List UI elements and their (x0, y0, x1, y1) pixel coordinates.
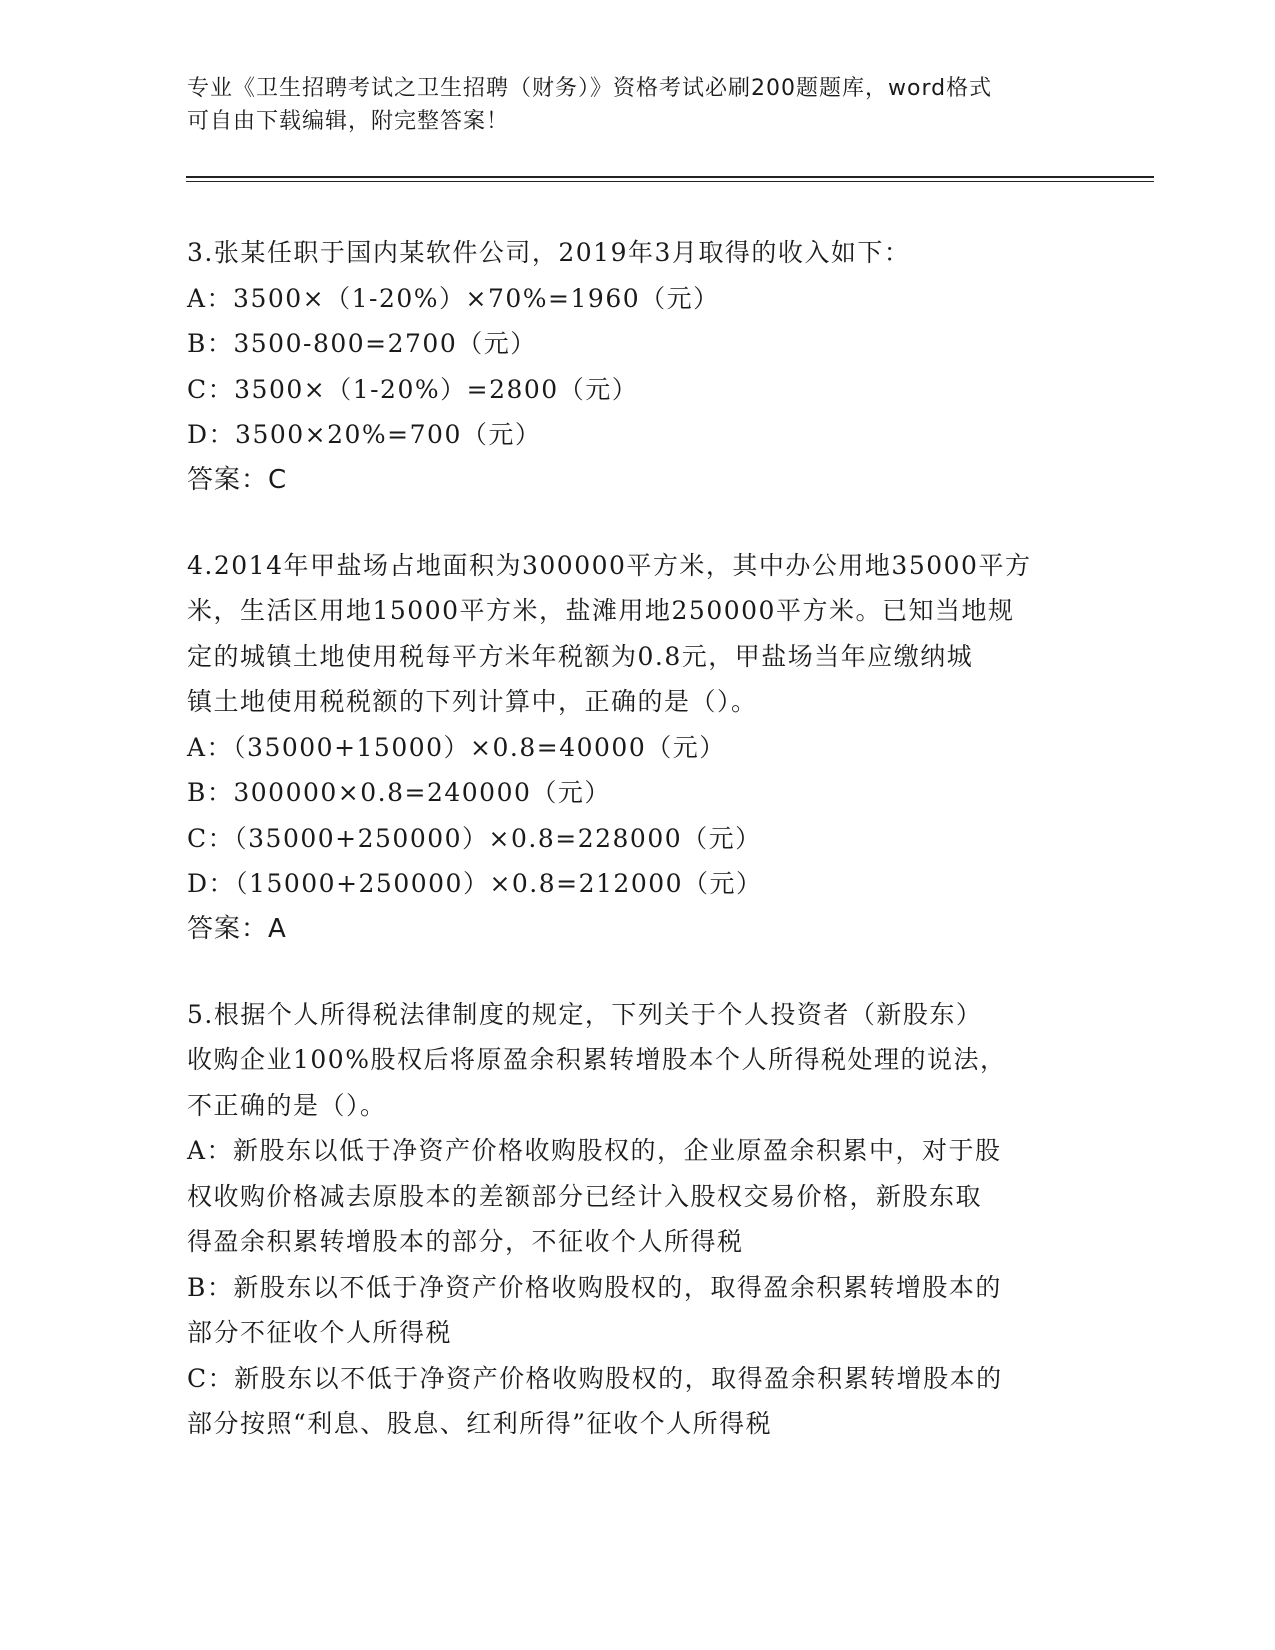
question-list (187, 230, 1087, 1487)
answer-label: 答案：C (187, 464, 288, 495)
document-header (187, 72, 1067, 138)
answer-label: 答案：A (187, 913, 287, 944)
header-divider-thin (186, 181, 1154, 182)
header-line-2: 可自由下载编辑，附完整答案！ (187, 109, 510, 134)
question-3 (187, 230, 1087, 503)
option-b: B：新股东以不低于净资产价格收购股权的，取得盈余积累转增股本的 (187, 1272, 1002, 1302)
question-text: 3.张某任职于国内某软件公司，2019年3月取得的收入如下： (187, 238, 911, 267)
question-text: 镇土地使用税税额的下列计算中，正确的是（）。 (187, 687, 758, 716)
option-c: C：（35000+250000）×0.8=228000（元） (187, 823, 762, 853)
option-b: B：300000×0.8=240000（元） (187, 778, 611, 807)
question-text: 5.根据个人所得税法律制度的规定，下列关于个人投资者（新股东） (187, 999, 983, 1029)
option-b-cont: 部分不征收个人所得税 (187, 1318, 453, 1347)
question-5 (187, 992, 1087, 1447)
question-text: 收购企业100%股权后将原盈余积累转增股本个人所得税处理的说法， (187, 1045, 1007, 1074)
question-text: 不正确的是（）。 (187, 1090, 387, 1120)
option-d: D：3500×20%=700（元） (187, 420, 542, 449)
question-text: 定的城镇土地使用税每平方米年税额为0.8元，甲盐场当年应缴纳城 (187, 641, 974, 671)
option-a-cont: 权收购价格减去原股本的差额部分已经计入股权交易价格，新股东取 (187, 1181, 983, 1211)
question-text: 4.2014年甲盐场占地面积为300000平方米，其中办公用地35000平方 (187, 550, 1032, 580)
option-d: D：（15000+250000）×0.8=212000（元） (187, 869, 763, 898)
option-c-cont: 部分按照“利息、股息、红利所得”征收个人所得税 (187, 1409, 773, 1438)
option-a: A：新股东以低于净资产价格收购股权的，企业原盈余积累中，对于股 (187, 1136, 1002, 1165)
header-divider (186, 176, 1154, 178)
option-a: A：（35000+15000）×0.8=40000（元） (187, 732, 726, 762)
question-text: 米，生活区用地15000平方米，盐滩用地250000平方米。已知当地规 (187, 596, 1015, 625)
option-c: C：新股东以不低于净资产价格收购股权的，取得盈余积累转增股本的 (187, 1363, 1003, 1393)
option-c: C：3500×（1-20%）=2800（元） (187, 374, 639, 404)
question-4 (187, 543, 1087, 952)
option-a: A：3500×（1-20%）×70%=1960（元） (187, 283, 720, 313)
header-line-1: 专业《卫生招聘考试之卫生招聘（财务）》资格考试必刷200题题库，word格式 (187, 76, 993, 101)
option-a-cont: 得盈余积累转增股本的部分，不征收个人所得税 (187, 1227, 744, 1256)
option-b: B：3500-800=2700（元） (187, 329, 537, 358)
